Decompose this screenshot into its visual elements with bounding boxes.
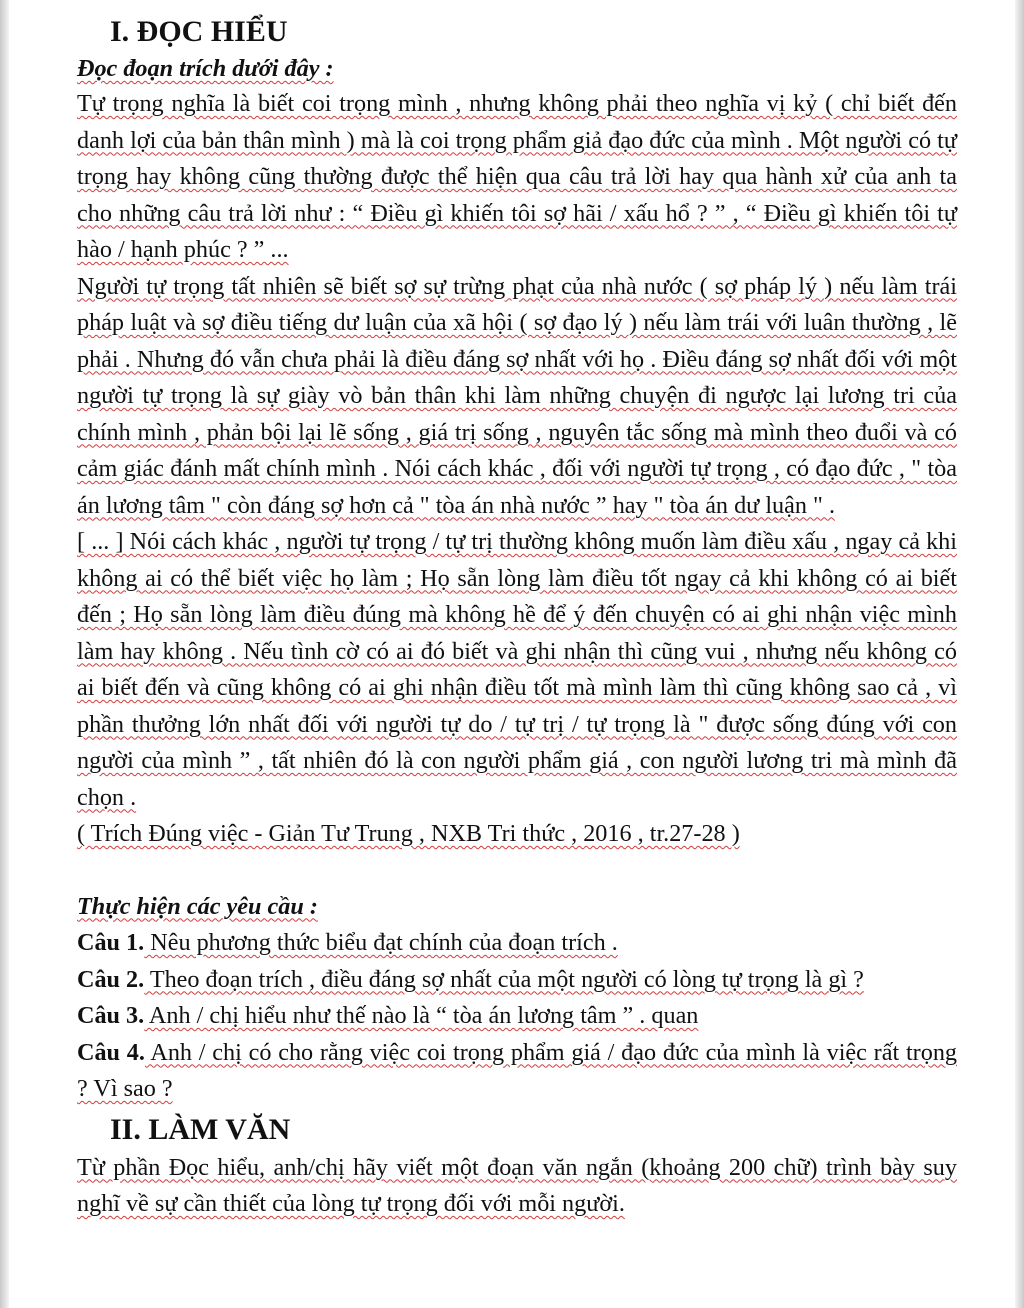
- question-2: [77, 962, 957, 999]
- question-1-label: Câu 1.: [77, 929, 145, 956]
- question-1: [77, 925, 957, 962]
- spacer: [77, 853, 957, 889]
- section-reading-title: I. ĐỌC HIỂU: [110, 15, 288, 48]
- writing-prompt-text: Từ phần Đọc hiểu, anh/chị hãy viết một đoạn văn ngắn (khoảng 200 chữ) trình bày suy nghĩ về sự cần thiết của lòng tự trọng đối với mỗi người.: [77, 1153, 957, 1217]
- question-4: [77, 1035, 957, 1108]
- question-2-label: Câu 2.: [77, 965, 145, 993]
- excerpt-citation-text: ( Trích Đúng việc - Giản Tư Trung , NXB Tri thức , 2016 , tr.27-28 ): [77, 820, 740, 847]
- question-4-text: Anh / chị có cho rằng việc coi trọng phẩm giá / đạo đức của mình là việc rất trọng ? Vì sao ?: [77, 1038, 958, 1102]
- excerpt-paragraph-1-text: Tự trọng nghĩa là biết coi trọng mình , nhưng không phải theo nghĩa vị kỷ ( chỉ biết đến danh lợi của bản thân mình ) mà là coi trọng phẩm giả đạo đức của mình . Một người có tự trọng hay không cũng thường được thể hiện qua câu trả lời hay qua hành xử của anh ta cho những câu trả lời như : “ Điều gì khiến tôi sợ hãi / xấu hổ ? ” , “ Điều gì khiến tôi tự hào / hạnh phúc ? ” ...: [77, 90, 957, 263]
- reading-instruction-text: Đọc đoạn trích dưới đây :: [77, 55, 334, 82]
- page-edge-left: [0, 0, 9, 1308]
- excerpt-paragraph-3-text: [ ... ] Nói cách khác , người tự trọng / tự trị thường không muốn làm điều xấu , ngay cả khi không ai có thể biết việc họ làm ; Họ sẵn lòng làm điều tốt ngay cả khi không có ai biết đến ; Họ sẵn lòng làm điều đúng mà không hề để ý đến chuyện có ai ghi nhận việc mình làm hay không . Nếu tình cờ có ai đó biết và ghi nhận thì cũng vui , nhưng nếu không có ai biết đến và cũng không có ai ghi nhận điều tốt mà mình làm thì cũng không sao cả , vì phần thưởng lớn nhất đối với người tự do / tự trị / tự trọng là " được sống đúng với con người của mình ” , tất nhiên đó là con người phẩm giá , con người lương tri mà mình đã chọn .: [77, 528, 957, 811]
- writing-prompt: [77, 1150, 957, 1223]
- excerpt-paragraph-3: [77, 524, 957, 816]
- question-3: [77, 998, 957, 1035]
- document-body: [77, 12, 957, 1223]
- excerpt-citation: [77, 816, 957, 853]
- excerpt-paragraph-2-text: Người tự trọng tất nhiên sẽ biết sợ sự trừng phạt của nhà nước ( sợ pháp lý ) nếu làm trái pháp luật và sợ điều tiếng dư luận của xã hội ( sợ đạo lý ) nếu làm trái với luân thường , lẽ phải . Nhưng đó vẫn chưa phải là điều đáng sợ nhất với họ . Điều đáng sợ nhất đối với một người tự trọng là sự giày vò bản thân khi làm những chuyện đi ngược lại lương tri của chính mình , phản bội lại lẽ sống , giá trị sống , nguyên tắc sống mà mình theo đuổi và có cảm giác đánh mất chính mình . Nói cách khác , đối với người tự trọng , có đạo đức , " tòa án lương tâm " còn đáng sợ hơn cả " tòa án nhà nước ” hay " tòa án dư luận " .: [77, 272, 957, 519]
- page-edge-right: [1015, 0, 1024, 1308]
- excerpt-paragraph-2: [77, 269, 957, 525]
- question-3-label: Câu 3.: [77, 1002, 145, 1029]
- requirements-title-text: Thực hiện các yêu cầu :: [77, 892, 318, 920]
- reading-instruction: [77, 52, 957, 86]
- excerpt-paragraph-1: [77, 86, 957, 269]
- section-writing-title: II. LÀM VĂN: [110, 1112, 291, 1146]
- question-2-text: Theo đoạn trích , điều đáng sợ nhất của một người có lòng tự trọng là gì ?: [144, 965, 864, 993]
- question-1-text: Nêu phương thức biểu đạt chính của đoạn trích .: [144, 929, 618, 956]
- requirements-title: [77, 889, 957, 926]
- question-3-text: Anh / chị hiểu như thế nào là “ tòa án lương tâm ” . quan: [144, 1002, 699, 1029]
- question-4-label: Câu 4.: [77, 1038, 145, 1066]
